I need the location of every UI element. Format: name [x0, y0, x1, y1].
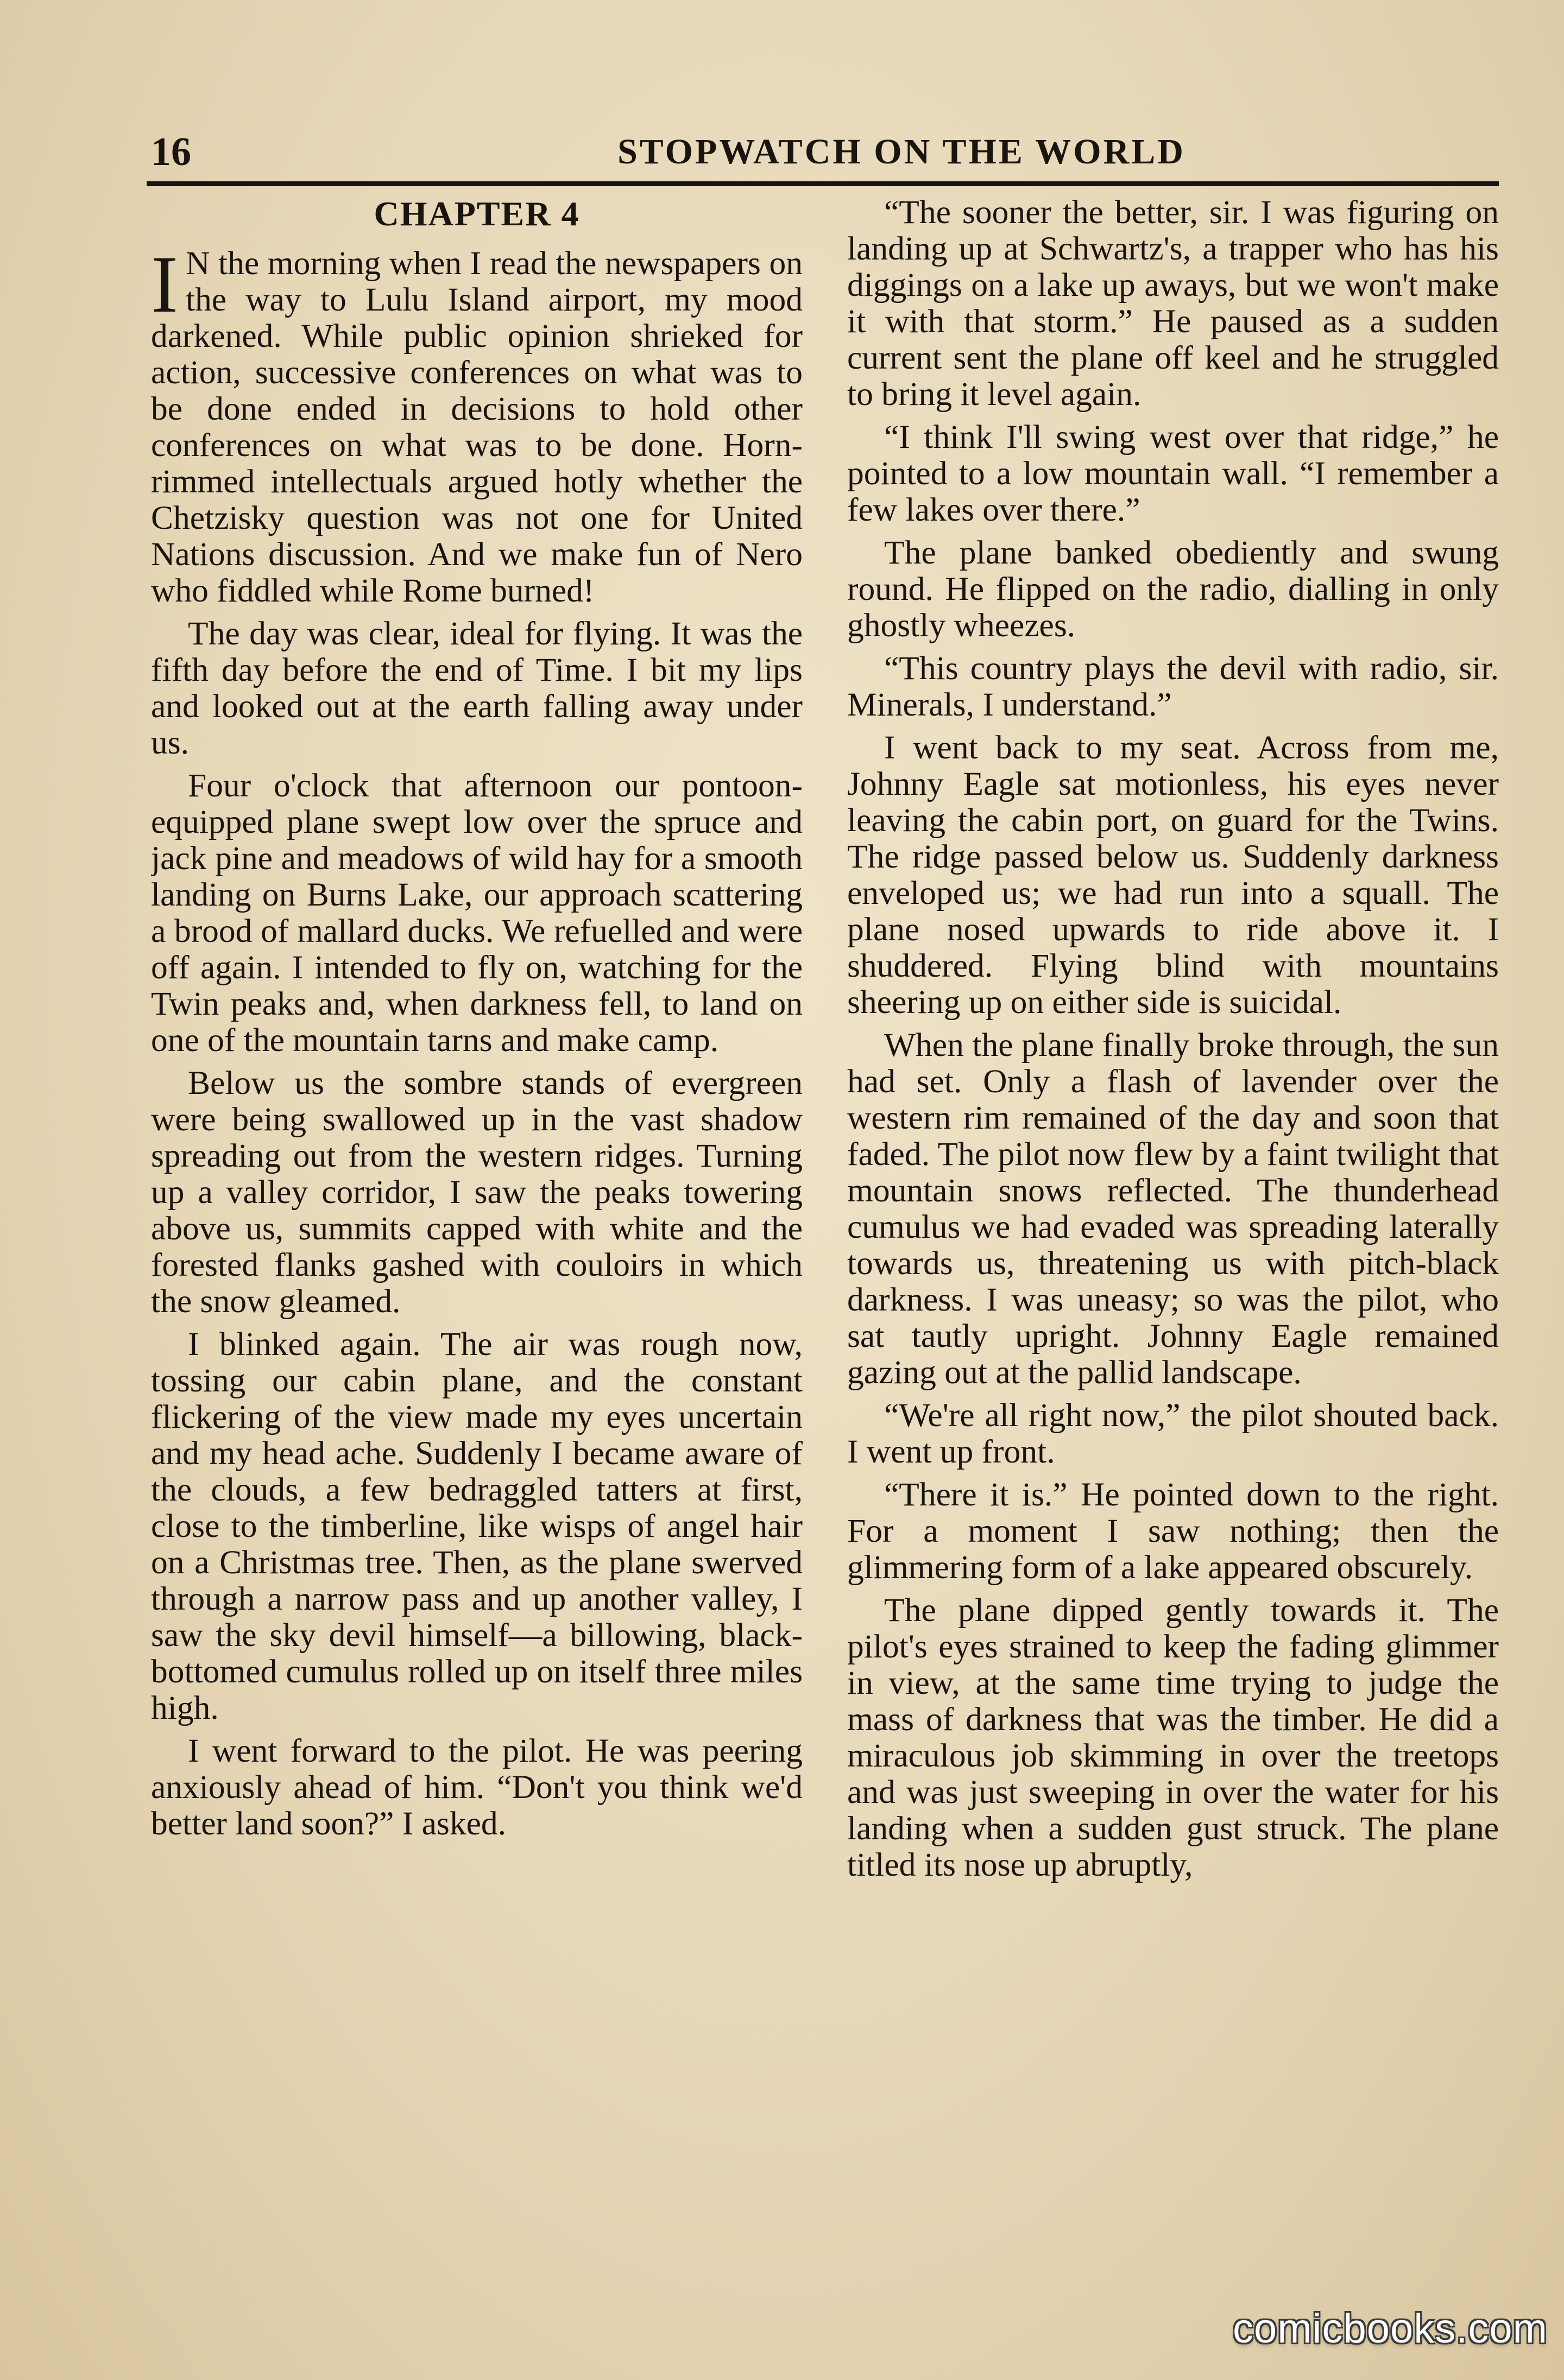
site-watermark: comicbooks.com [1233, 2306, 1548, 2352]
paragraph: “There it is.” He pointed down to the right. For a moment I saw nothing; then the glimmering form of a lake appeared obscurely. [847, 1476, 1499, 1586]
paragraph: Four o'clock that afternoon our pontoon-equipped plane swept low over the spruce and jack pine and meadows of wild hay for a smooth landing on Burns Lake, our approach scattering a brood of mallard ducks. We refuelled and were off again. I intended to fly on, watching for the Twin peaks and, when darkness fell, to land on one of the mountain tarns and make camp. [151, 767, 803, 1059]
header-rule [147, 181, 1499, 186]
running-title: STOPWATCH ON THE WORLD [617, 132, 1185, 172]
right-column [847, 194, 1499, 2306]
paragraph: “The sooner the better, sir. I was figuring on landing up at Schwartz's, a trapper who has his diggings on a lake up aways, but we won't make it with that storm.” He paused as a sudden current sent the plane off keel and he struggled to bring it level again. [847, 194, 1499, 413]
page-number: 16 [151, 130, 191, 174]
chapter-title: CHAPTER 4 [374, 194, 580, 233]
paragraph: “This country plays the devil with radio, sir. Minerals, I understand.” [847, 650, 1499, 723]
page-header [147, 126, 1499, 178]
paragraph: Below us the sombre stands of evergreen were being swallowed up in the vast shadow spreading out from the western ridges. Turning up a valley corridor, I saw the peaks towering above us, summits capped with white and the forested flanks gashed with couloirs in which the snow gleamed. [151, 1065, 803, 1320]
paragraph [151, 239, 803, 609]
paragraph: I went forward to the pilot. He was peering anxiously ahead of him. “Don't you think we'd better land soon?” I asked. [151, 1732, 803, 1842]
paragraph: When the plane finally broke through, the sun had set. Only a flash of lavender over the western rim remained of the day and soon that faded. The pilot now flew by a faint twilight that mountain snows reflected. The thunderhead cumulus we had evaded was spreading laterally towards us, threatening us with pitch-black darkness. I was uneasy; so was the pilot, who sat tautly upright. Johnny Eagle remained gazing out at the pallid landscape. [847, 1027, 1499, 1391]
paragraph: The day was clear, ideal for flying. It was the fifth day before the end of Time. I bit my lips and looked out at the earth falling away under us. [151, 615, 803, 761]
left-column [151, 194, 803, 2306]
paragraph: The plane banked obediently and swung round. He flipped on the radio, dialling in only ghostly wheezes. [847, 534, 1499, 644]
paragraph: The plane dipped gently towards it. The pilot's eyes strained to keep the fading glimmer in view, at the same time trying to judge the mass of darkness that was the timber. He did a miraculous job skimming in over the treetops and was just sweeping in over the water for his landing when a sudden gust struck. The plane titled its nose up abruptly, [847, 1592, 1499, 1883]
drop-cap: I [151, 239, 178, 330]
paragraph: “We're all right now,” the pilot shouted back. I went up front. [847, 1397, 1499, 1470]
paragraph: “I think I'll swing west over that ridge,” he pointed to a low mountain wall. “I remember a few lakes over there.” [847, 419, 1499, 528]
paragraph: I blinked again. The air was rough now, tossing our cabin plane, and the constant flickering of the view made my eyes uncertain and my head ache. Suddenly I became aware of the clouds, a few bedraggled tatters at first, close to the timberline, like wisps of angel hair on a Christmas tree. Then, as the plane swerved through a narrow pass and up another valley, I saw the sky devil himself—a billowing, black-bottomed cumulus rolled up on itself three miles high. [151, 1326, 803, 1726]
paragraph: I went back to my seat. Across from me, Johnny Eagle sat motionless, his eyes never leaving the cabin port, on guard for the Twins. The ridge passed below us. Suddenly darkness enveloped us; we had run into a squall. The plane nosed upwards to ride above it. I shuddered. Flying blind with mountains sheering up on either side is suicidal. [847, 729, 1499, 1021]
paragraph-text: N the morning when I read the newspapers on the way to Lulu Island airport, my mood darkened. While public opinion shrieked for action, successive conferences on what was to be done ended in decisions to hold other conferences on what was to be done. Horn-rimmed intellectuals argued hotly whether the Chetzisky question was not one for United Nations discussion. And we make fun of Nero who fiddled while Rome burned! [151, 245, 803, 609]
